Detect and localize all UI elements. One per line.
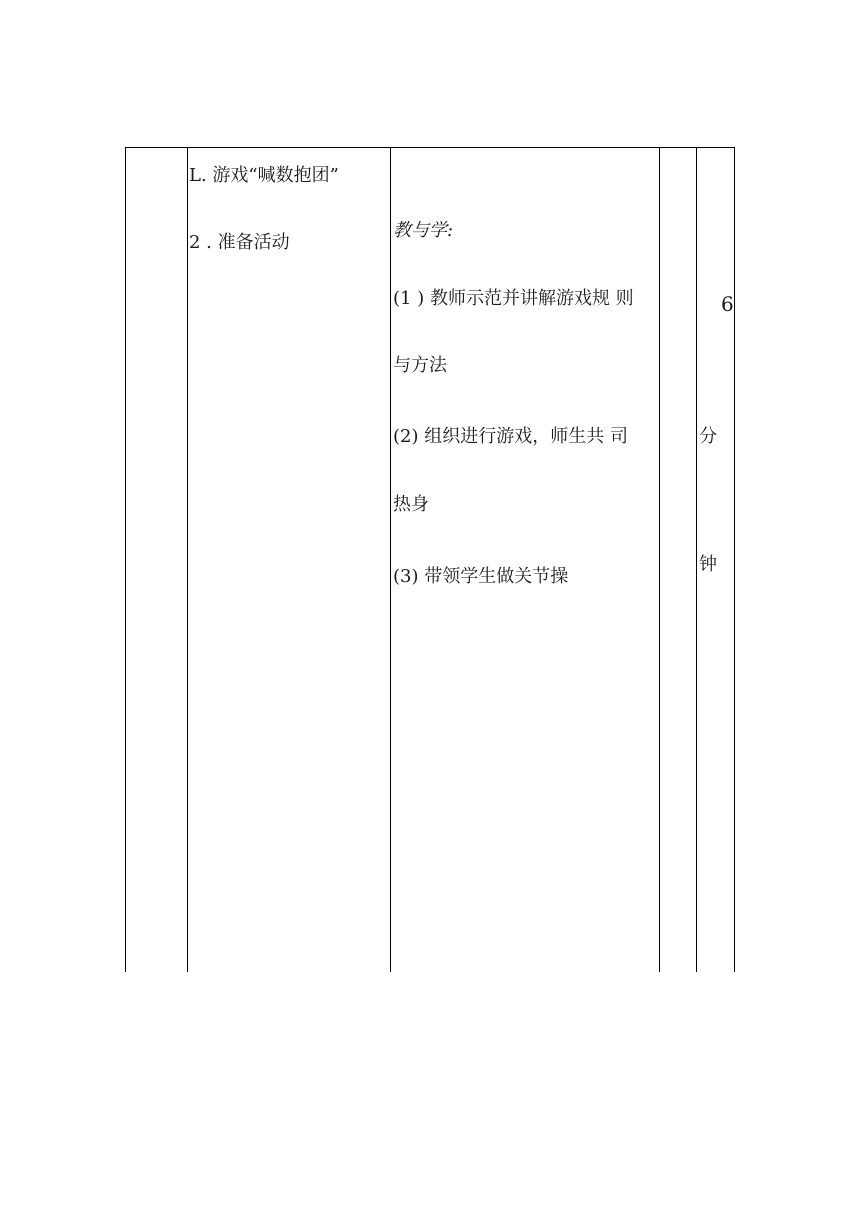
teaching-step-2-line-2: 热身 xyxy=(393,494,429,515)
table-top-border xyxy=(125,147,735,148)
activity-item-2: 2 . 准备活动 xyxy=(189,232,290,253)
teaching-heading: 教与学: xyxy=(393,220,454,241)
table-col-border-1 xyxy=(125,147,126,972)
teaching-step-1-line-1: (1 ) 教师示范并讲解游戏规 则 xyxy=(393,288,634,309)
duration-unit-char-1: 分 xyxy=(699,426,717,447)
table-col-border-4 xyxy=(659,147,660,972)
teaching-step-2-line-1: (2) 组织进行游戏，师生共 司 xyxy=(393,426,628,447)
duration-number: 6 xyxy=(721,292,734,316)
duration-unit-char-2: 钟 xyxy=(699,554,717,575)
table-col-border-5 xyxy=(696,147,697,972)
table-col-border-3 xyxy=(390,147,391,972)
teaching-step-3: (3) 带领学生做关节操 xyxy=(393,566,569,587)
activity-item-1: L. 游戏“喊数抱团” xyxy=(189,165,339,186)
table-col-border-6 xyxy=(734,147,735,972)
teaching-step-1-line-2: 与方法 xyxy=(393,355,447,376)
table-col-border-2 xyxy=(187,147,188,972)
